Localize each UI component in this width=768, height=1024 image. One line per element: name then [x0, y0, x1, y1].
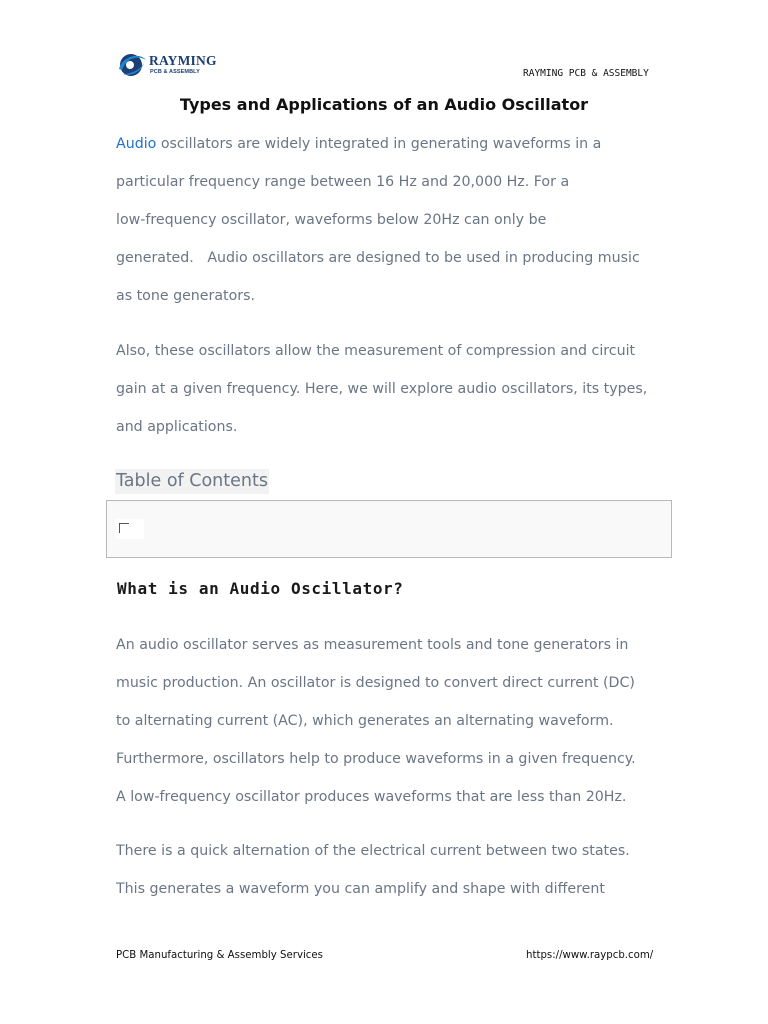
rayming-logo-icon	[114, 50, 148, 80]
toc-container	[106, 500, 672, 558]
checkbox-icon	[119, 523, 129, 533]
paragraph-line	[116, 125, 676, 163]
paragraph-text: oscillators are widely integrated in generating waveforms in a	[156, 136, 602, 152]
paragraph-line: There is a quick alternation of the electrical current between two states.	[116, 843, 630, 859]
section-paragraph-1	[116, 626, 676, 816]
header-company-name: RAYMING PCB & ASSEMBLY	[523, 68, 649, 79]
paragraph-line: A low-frequency oscillator produces waveforms that are less than 20Hz.	[116, 789, 627, 805]
section-paragraph-2	[116, 832, 676, 908]
paragraph-line: particular frequency range between 16 Hz and 20,000 Hz. For a	[116, 174, 570, 190]
section-heading: What is an Audio Oscillator?	[117, 579, 404, 598]
paragraph-line: as tone generators.	[116, 288, 256, 304]
company-logo	[114, 50, 217, 80]
footer-services: PCB Manufacturing & Assembly Services	[116, 950, 323, 961]
paragraph-line: and applications.	[116, 419, 238, 435]
footer-website-link[interactable]: https://www.raypcb.com/	[526, 950, 654, 961]
also-paragraph	[116, 332, 676, 446]
document-title: Types and Applications of an Audio Oscillator	[179, 95, 589, 114]
paragraph-line: gain at a given frequency. Here, we will explore audio oscillators, its types,	[116, 381, 648, 397]
paragraph-line: low-frequency oscillator, waveforms below 20Hz can only be	[116, 212, 547, 228]
paragraph-line: This generates a waveform you can amplify and shape with different	[116, 881, 605, 897]
paragraph-line: music production. An oscillator is designed to convert direct current (DC)	[116, 675, 635, 691]
logo-subtitle: PCB & ASSEMBLY	[150, 69, 200, 75]
paragraph-line: generated. Audio oscillators are designed to be used in producing music	[116, 250, 640, 266]
intro-paragraph	[116, 125, 676, 315]
paragraph-line: to alternating current (AC), which generates an alternating waveform.	[116, 713, 614, 729]
logo-name: RAYMING	[149, 53, 217, 68]
paragraph-line: An audio oscillator serves as measurement tools and tone generators in	[116, 637, 629, 653]
paragraph-line: Furthermore, oscillators help to produce waveforms in a given frequency.	[116, 751, 636, 767]
toc-toggle-button[interactable]	[116, 519, 144, 539]
audio-link[interactable]: Audio	[116, 136, 157, 152]
paragraph-line: Also, these oscillators allow the measurement of compression and circuit	[116, 343, 636, 359]
toc-title: Table of Contents	[115, 469, 269, 494]
